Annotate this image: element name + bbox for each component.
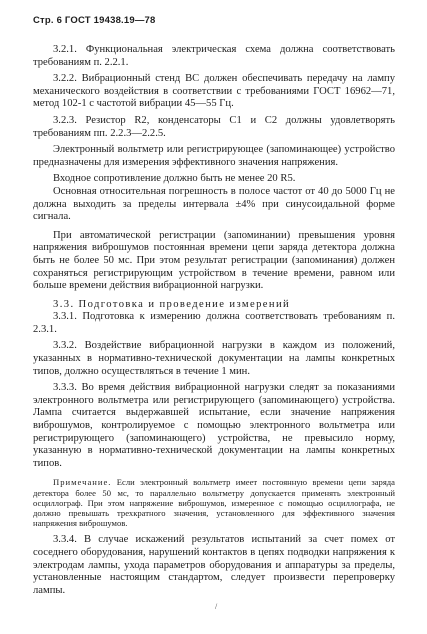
page-header: Стр. 6 ГОСТ 19438.19—78 (33, 15, 156, 26)
paragraph-auto-registration: При автоматической регистрации (запоминании) превышения уровня напряжения виброшумов постоянная времени цепи заряда детектора должна быть не более 50 мс. При этом результат регистрации (запоминания) должен сохраняться регистрирующим устройством в течение времени, равном или больше времени действия вибрационной нагрузки. (33, 229, 395, 292)
document-body (33, 44, 395, 597)
note-label: Примечание. (53, 477, 112, 488)
paragraph-voltmeter: Электронный вольтметр или регистрирующее (запоминающее) устройство предназначены для измерения эффективного значения напряжения. (33, 144, 395, 168)
paragraph-3-3-1: 3.3.1. Подготовка к измерению должна соответствовать требованиям п. 2.3.1. (33, 311, 395, 335)
paragraph-3-3-3: 3.3.3. Во время действия вибрационной нагрузки следят за показаниями электронного вольтметра или регистрирующего (запоминающего) устройства. Лампа считается выдержавшей испытание, если значение напряжения виброшумов, контролируемое с помощью электронного вольтметра или регистрирующего (запоминающего) устройства, не превысило норму, указанную в нормативно-технической документации на лампы конкретных типов. (33, 382, 395, 469)
footer-mark: / (215, 602, 218, 611)
paragraph-3-2-2: 3.2.2. Вибрационный стенд ВС должен обеспечивать передачу на лампу механического воздействия в соответствии с требованиями ГОСТ 16962—71, метод 102-1 с частотой вибрации 45—55 Гц. (33, 73, 395, 110)
note-text: Если электронный вольтметр имеет постоянную времени цепи заряда детектора более 50 мс, то параллельно вольтметру допускается применять электронный осциллограф. При этом напряжение виброшумов, измеренное с помощью осциллографа, не должно превышать трехкратного значения, установленного для эффективного значения напряжения виброшумов. (33, 477, 395, 529)
note (33, 477, 395, 528)
paragraph-error: Основная относительная погрешность в полосе частот от 40 до 5000 Гц не должна выходить за пределы интервала ±4% при синусоидальной форме сигнала. (33, 185, 395, 223)
paragraph-3-2-1: 3.2.1. Функциональная электрическая схема должна соответствовать требованиям п. 2.2.1. (33, 44, 395, 68)
paragraph-3-3-4: 3.3.4. В случае искажений результатов испытаний за счет помех от соседнего оборудования, нарушений контактов в цепях подводки напряжения к электродам лампы, ухода параметров оборудования и аппаратуры за пределы, установленные настоящим стандартом, следует произвести перепроверку лампы. (33, 534, 395, 596)
paragraph-input-resistance: Входное сопротивление должно быть не менее 20 R5. (53, 173, 296, 185)
section-heading-3-3: 3.3. Подготовка и проведение измерений (53, 298, 291, 310)
paragraph-3-3-2: 3.3.2. Воздействие вибрационной нагрузки в каждом из положений, указанных в нормативно-технической документации на лампы конкретных типов, должно осуществляться в течение 1 мин. (33, 340, 395, 377)
paragraph-3-2-3: 3.2.3. Резистор R2, конденсаторы C1 и C2 должны удовлетворять требованиям пп. 2.2.3—2.2.5. (33, 114, 395, 139)
